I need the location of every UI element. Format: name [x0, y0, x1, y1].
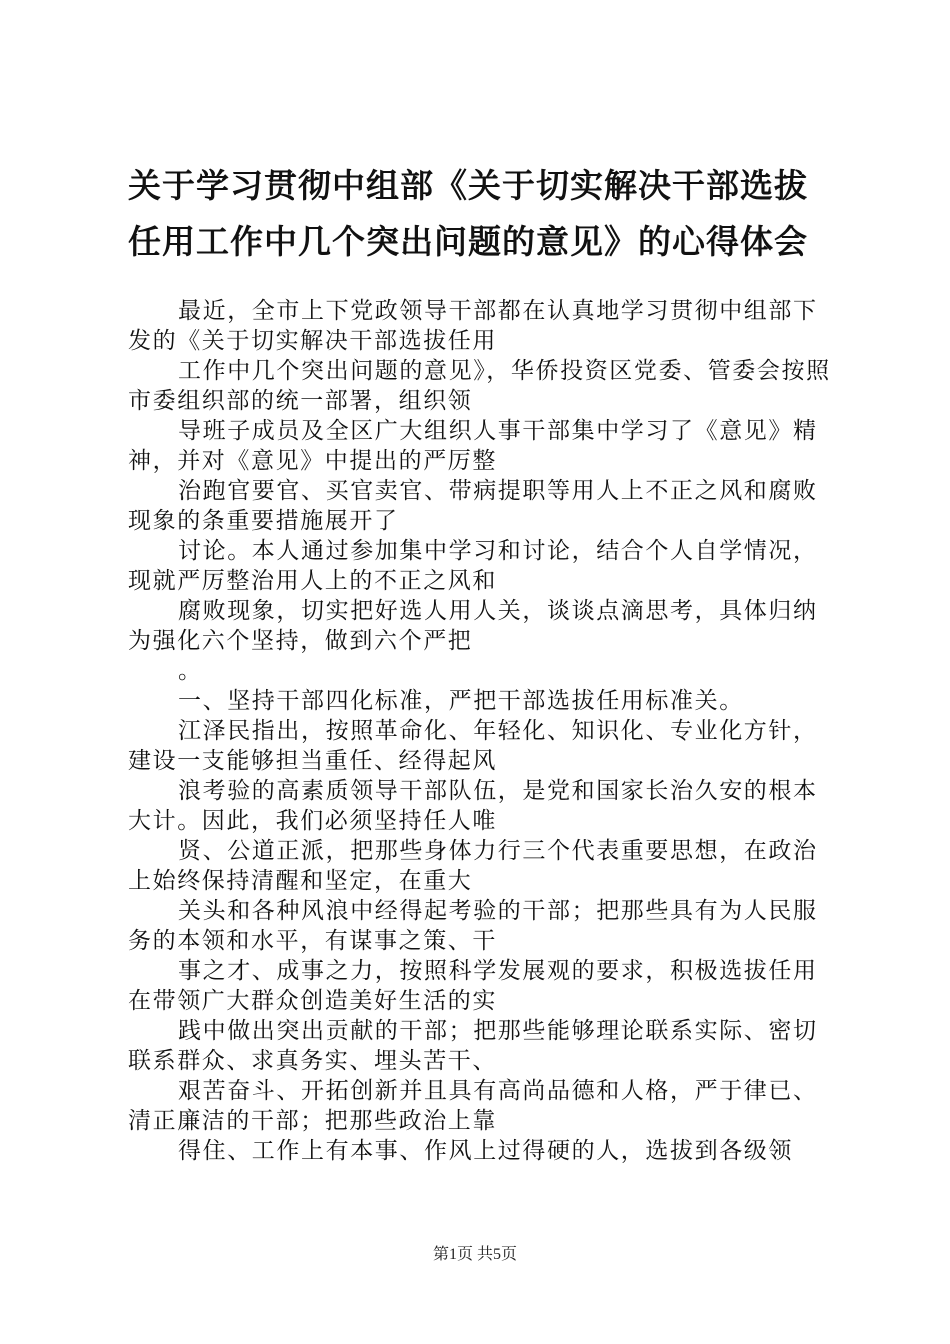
body-paragraph: 事之才、成事之力，按照科学发展观的要求，积极选拔任用在带领广大群众创造美好生活的实 — [128, 958, 818, 1014]
body-paragraph: 。 — [178, 658, 203, 684]
body-paragraph: 浪考验的高素质领导干部队伍，是党和国家长治久安的根本大计。因此，我们必须坚持任人唯 — [128, 778, 818, 834]
body-paragraph: 讨论。本人通过参加集中学习和讨论，结合个人自学情况，现就严厉整治用人上的不正之风和 — [128, 538, 818, 594]
body-paragraph: 工作中几个突出问题的意见》，华侨投资区党委、管委会按照市委组织部的统一部署，组织领 — [128, 358, 831, 414]
body-paragraph: 江泽民指出，按照革命化、年轻化、知识化、专业化方针，建设一支能够担当重任、经得起风 — [128, 718, 818, 774]
document-title — [128, 158, 848, 270]
body-paragraph: 关头和各种风浪中经得起考验的干部；把那些具有为人民服务的本领和水平，有谋事之策、干 — [128, 898, 818, 954]
document-body — [128, 296, 840, 1166]
section-heading: 一、坚持干部四化标准，严把干部选拔任用标准关。 — [178, 688, 744, 714]
body-paragraph: 最近，全市上下党政领导干部都在认真地学习贯彻中组部下发的《关于切实解决干部选拔任用 — [128, 298, 818, 354]
body-paragraph: 贤、公道正派，把那些身体力行三个代表重要思想，在政治上始终保持清醒和坚定，在重大 — [128, 838, 818, 894]
body-paragraph: 践中做出突出贡献的干部；把那些能够理论联系实际、密切联系群众、求真务实、埋头苦干、 — [128, 1018, 818, 1074]
title-line-1: 关于学习贯彻中组部《关于切实解决干部选拔 — [128, 166, 808, 205]
body-paragraph: 腐败现象，切实把好选人用人关，谈谈点滴思考，具体归纳为强化六个坚持，做到六个严把 — [128, 598, 818, 654]
body-paragraph: 艰苦奋斗、开拓创新并且具有高尚品德和人格，严于律已、清正廉洁的干部；把那些政治上靠 — [128, 1078, 818, 1134]
body-paragraph: 得住、工作上有本事、作风上过得硬的人，选拔到各级领 — [178, 1138, 793, 1164]
page-number-footer: 第1页 共5页 — [432, 1246, 517, 1263]
title-line-2: 任用工作中几个突出问题的意见》的心得体会 — [128, 222, 808, 261]
body-paragraph: 导班子成员及全区广大组织人事干部集中学习了《意见》精神，并对《意见》中提出的严厉整 — [128, 418, 818, 474]
body-paragraph: 治跑官要官、买官卖官、带病提职等用人上不正之风和腐败现象的条重要措施展开了 — [128, 478, 818, 534]
